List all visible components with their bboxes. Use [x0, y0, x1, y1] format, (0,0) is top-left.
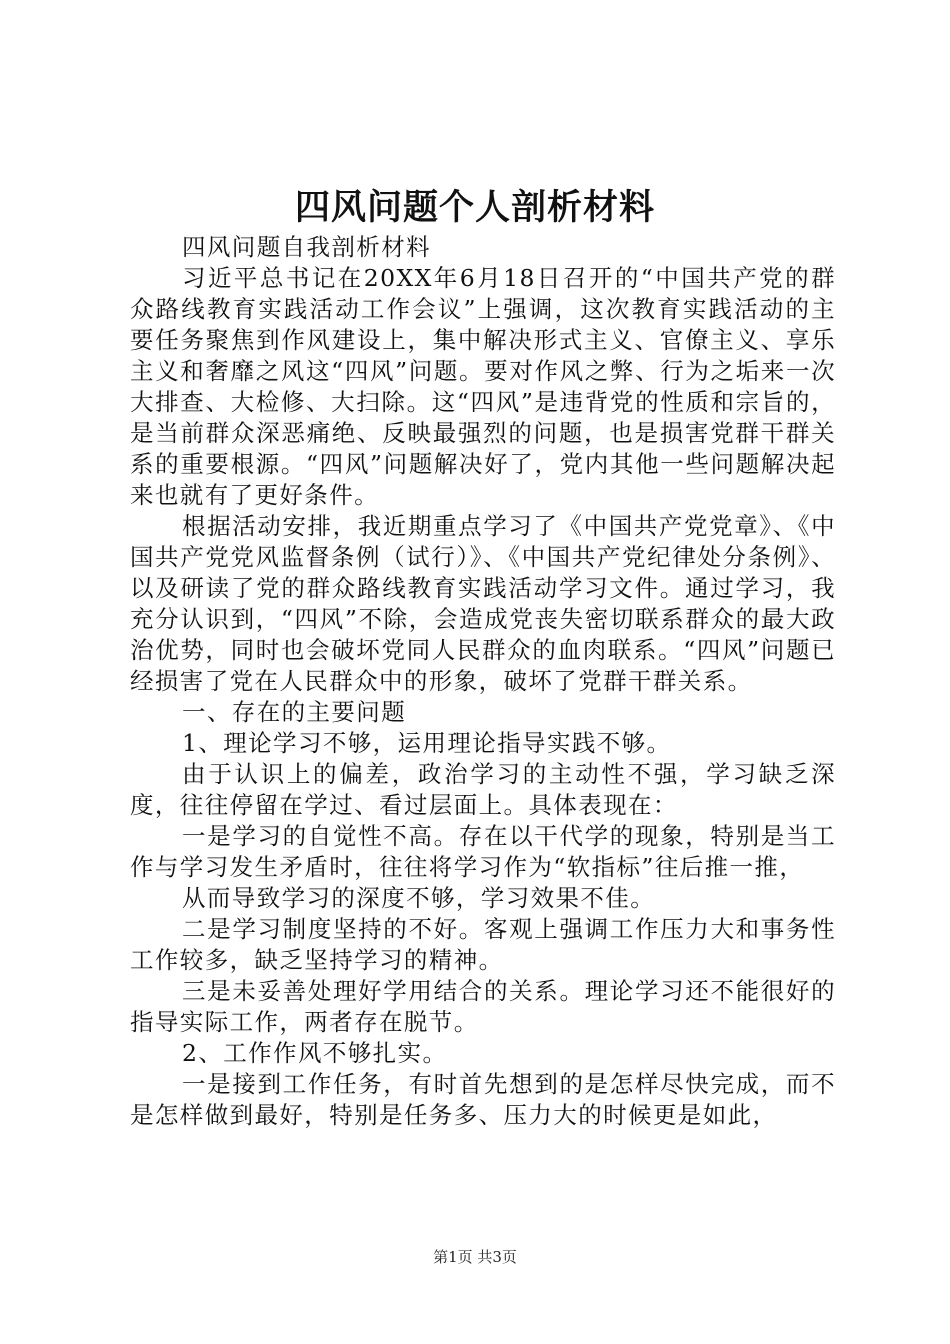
body-paragraph: 三是未妥善处理好学用结合的关系。理论学习还不能很好的指导实际工作，两者存在脱节。: [130, 977, 836, 1036]
body-paragraph: 习近平总书记在20XX年6月18日召开的“中国共产党的群众路线教育实践活动工作会议”上强调，这次教育实践活动的主要任务聚焦到作风建设上，集中解决形式主义、官僚主义、享乐主义和奢靡之风这“四风”问题。要对作风之弊、行为之垢来一次大排查、大检修、大扫除。这“四风”是违背党的性质和宗旨的，是当前群众深恶痛绝、反映最强烈的问题，也是损害党群干群关系的重要根源。“四风”问题解决好了，党内其他一些问题解决起来也就有了更好条件。: [130, 264, 836, 509]
document-body: [130, 232, 836, 1131]
subtitle-paragraph: 四风问题自我剖析材料: [182, 233, 431, 261]
body-paragraph: 一是学习的自觉性不高。存在以干代学的现象，特别是当工作与学习发生矛盾时，往往将学习作为“软指标”往后推一推，: [130, 822, 836, 881]
subsection-heading: 1、理论学习不够，运用理论指导实践不够。: [182, 729, 672, 757]
section-heading: 一、存在的主要问题: [182, 698, 407, 726]
body-paragraph: 根据活动安排，我近期重点学习了《中国共产党党章》、《中国共产党党风监督条例（试行）》、《中国共产党纪律处分条例》、以及研读了党的群众路线教育实践活动学习文件。通过学习，我充分认识到，“四风”不除，会造成党丧失密切联系群众的最大政治优势，同时也会破坏党同人民群众的血肉联系。“四风”问题已经损害了党在人民群众中的形象，破坏了党群干群关系。: [130, 512, 836, 695]
body-paragraph: 从而导致学习的深度不够，学习效果不佳。: [182, 884, 656, 912]
document-title: 四风问题个人剖析材料: [294, 187, 655, 228]
page-footer: 第1页 共3页: [433, 1248, 517, 1266]
body-paragraph: 由于认识上的偏差，政治学习的主动性不强，学习缺乏深度，往往停留在学过、看过层面上。具体表现在：: [130, 760, 836, 819]
body-paragraph: 一是接到工作任务，有时首先想到的是怎样尽快完成，而不是怎样做到最好，特别是任务多、压力大的时候更是如此，: [130, 1070, 836, 1129]
body-paragraph: 二是学习制度坚持的不好。客观上强调工作压力大和事务性工作较多，缺乏坚持学习的精神。: [130, 915, 836, 974]
subsection-heading: 2、工作作风不够扎实。: [182, 1039, 448, 1067]
